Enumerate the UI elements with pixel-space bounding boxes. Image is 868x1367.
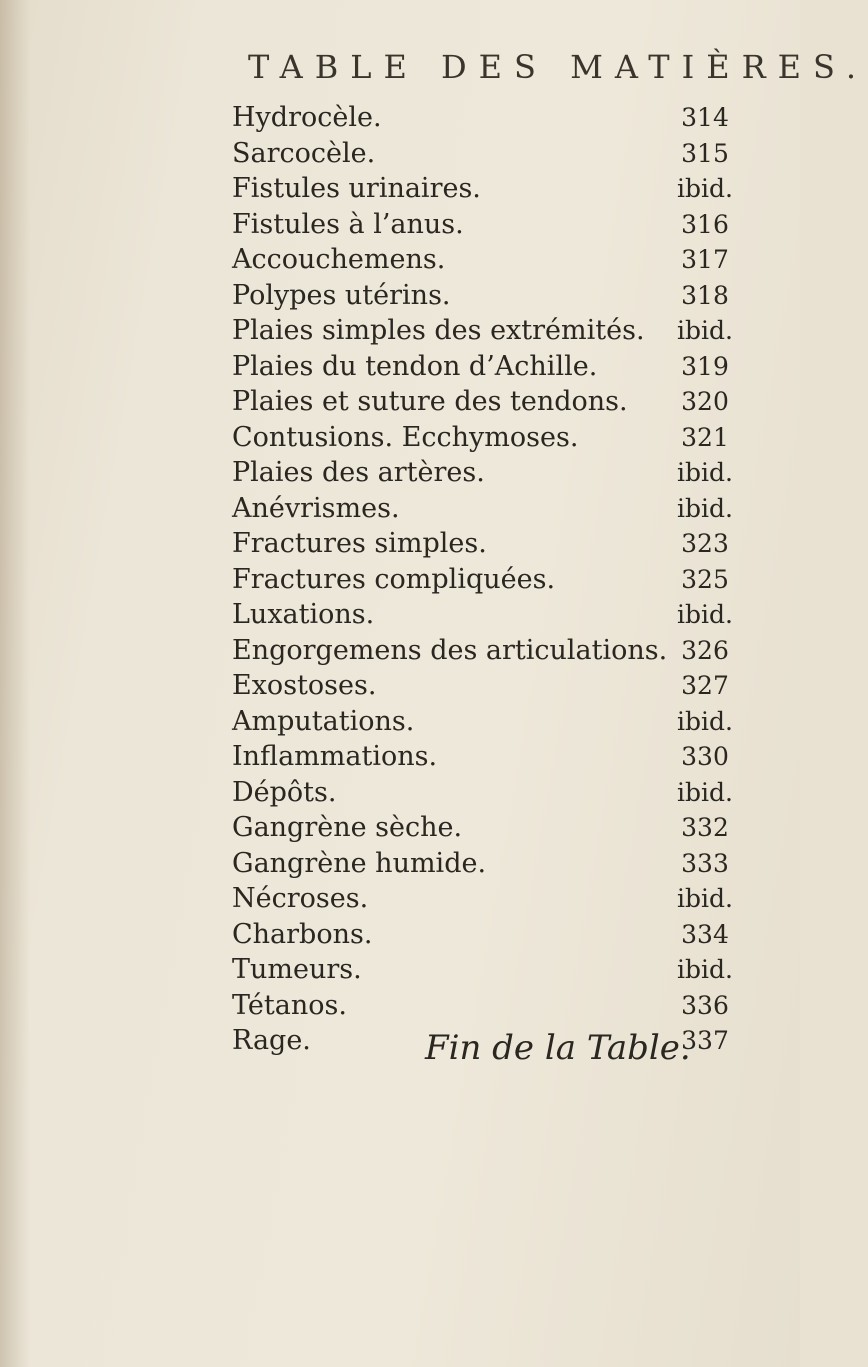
entry-title: Luxations. <box>232 599 375 630</box>
toc-entry <box>0 136 800 172</box>
entry-title: Plaies des artères. <box>232 457 485 488</box>
table-of-contents <box>0 100 800 1059</box>
entry-page-number: ibid. <box>677 316 733 345</box>
toc-entry <box>0 668 800 704</box>
end-of-table-text: Fin de la Table. <box>425 1028 691 1068</box>
entry-title: Fistules urinaires. <box>232 173 481 204</box>
toc-entry <box>0 597 800 633</box>
entry-page-number: 326 <box>681 635 729 665</box>
entry-title: Dépôts. <box>232 776 337 808</box>
toc-entry <box>0 313 800 349</box>
toc-entry <box>0 491 800 527</box>
toc-entry <box>0 952 800 988</box>
toc-entry <box>0 988 800 1024</box>
entry-title: Tétanos. <box>232 989 347 1021</box>
entry-title: Sarcocèle. <box>232 137 376 169</box>
entry-page-number: 333 <box>681 848 729 878</box>
toc-entry <box>0 633 800 669</box>
entry-title: Fistules à l’anus. <box>232 208 464 240</box>
toc-entry <box>0 881 800 917</box>
entry-page-number: 314 <box>681 103 729 132</box>
entry-title: Fractures simples. <box>232 528 487 559</box>
entry-title: Amputations. <box>232 705 415 737</box>
entry-page-number: ibid. <box>677 955 733 984</box>
toc-entry <box>0 917 800 953</box>
toc-entry <box>0 810 800 846</box>
toc-entry <box>0 242 800 278</box>
entry-page-number: 319 <box>681 351 729 381</box>
entry-title: Tumeurs. <box>232 954 362 985</box>
entry-title: Exostoses. <box>232 670 377 701</box>
toc-entry <box>0 526 800 562</box>
entry-page-number: 320 <box>681 387 729 416</box>
entry-page-number: 321 <box>681 422 729 452</box>
entry-page-number: ibid. <box>677 777 733 807</box>
entry-title: Gangrène sèche. <box>232 812 463 843</box>
entry-page-number: 337 <box>681 1026 729 1055</box>
entry-page-number: 327 <box>681 671 729 700</box>
entry-page-number: 330 <box>681 742 729 771</box>
entry-title: Engorgemens des articulations. <box>232 634 668 666</box>
entry-title: Plaies simples des extrémités. <box>232 315 645 346</box>
entry-page-number: ibid. <box>677 493 733 523</box>
toc-entry <box>0 171 800 207</box>
entry-title: Nécroses. <box>232 883 369 914</box>
toc-entry <box>0 207 800 243</box>
entry-title: Polypes utérins. <box>232 279 451 311</box>
entry-title: Charbons. <box>232 918 373 950</box>
entry-title: Plaies du tendon d’Achille. <box>232 350 598 382</box>
entry-page-number: 336 <box>681 990 729 1020</box>
toc-entry <box>0 704 800 740</box>
entry-title: Anévrismes. <box>232 492 400 524</box>
entry-title: Gangrène humide. <box>232 847 487 879</box>
page-header: TABLE DES MATIÈRES. <box>248 48 868 86</box>
entry-title: Rage. <box>232 1025 311 1056</box>
entry-page-number: 334 <box>681 919 729 949</box>
toc-entry <box>0 562 800 598</box>
toc-entry <box>0 455 800 491</box>
entry-title: Hydrocèle. <box>232 102 382 133</box>
entry-page-number: ibid. <box>677 174 733 203</box>
toc-entry <box>0 846 800 882</box>
toc-entry <box>0 100 800 136</box>
entry-page-number: 318 <box>681 280 729 310</box>
entry-page-number: ibid. <box>677 884 733 913</box>
toc-entry <box>0 384 800 420</box>
entry-page-number: 315 <box>681 138 729 168</box>
entry-page-number: ibid. <box>677 458 733 487</box>
entry-title: Fractures compliquées. <box>232 563 556 595</box>
entry-page-number: 316 <box>681 209 729 239</box>
entry-title: Contusions. Ecchymoses. <box>232 421 579 453</box>
entry-page-number: 323 <box>681 529 729 558</box>
toc-entry <box>0 420 800 456</box>
entry-page-number: 332 <box>681 813 729 842</box>
toc-entry <box>0 739 800 775</box>
entry-title: Plaies et suture des tendons. <box>232 386 628 417</box>
toc-entry <box>0 349 800 385</box>
entry-page-number: 317 <box>681 245 729 274</box>
entry-page-number: 325 <box>681 564 729 594</box>
entry-page-number: ibid. <box>677 600 733 629</box>
entry-title: Accouchemens. <box>232 244 446 275</box>
entry-page-number: ibid. <box>677 706 733 736</box>
entry-title: Inflammations. <box>232 741 438 772</box>
toc-entry <box>0 278 800 314</box>
toc-entry <box>0 775 800 811</box>
